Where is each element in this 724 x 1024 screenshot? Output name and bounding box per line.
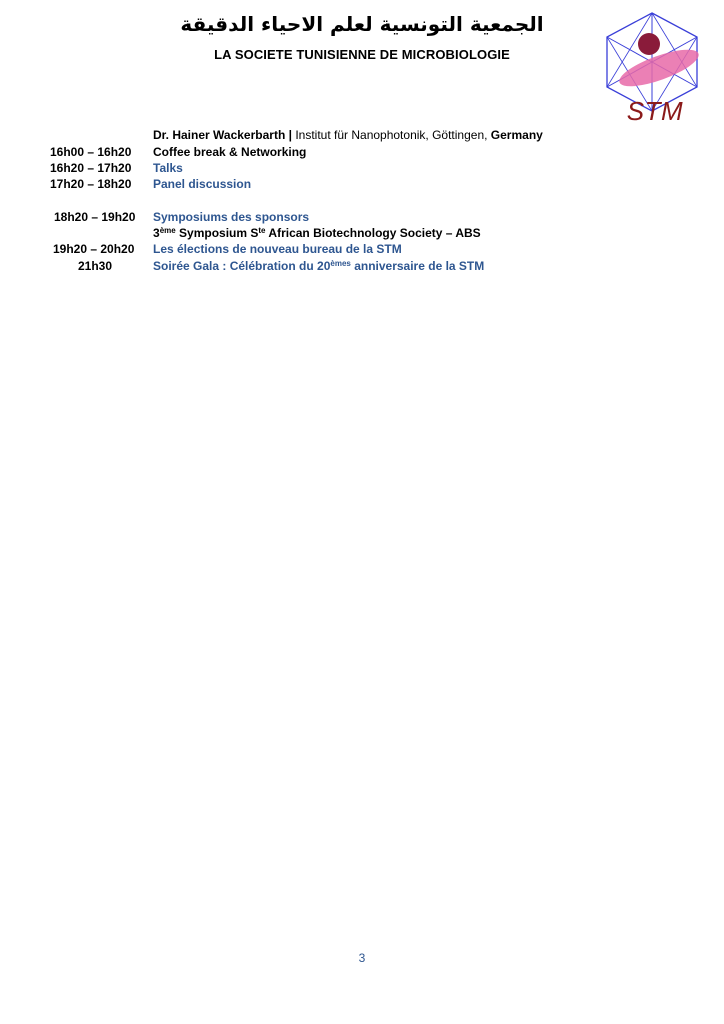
schedule-time: 16h00 – 16h20 bbox=[50, 145, 132, 159]
schedule-row bbox=[0, 241, 724, 257]
schedule-time: 21h30 bbox=[78, 259, 113, 273]
schedule-row bbox=[0, 176, 724, 192]
page-number: 3 bbox=[358, 951, 366, 965]
schedule-row bbox=[0, 144, 724, 160]
schedule-event: Soirée Gala : Célébration du 20èmes anniversaire de la STM bbox=[153, 259, 485, 273]
schedule-event: Les élections de nouveau bureau de la STM bbox=[153, 242, 402, 256]
speaker-country: Germany bbox=[490, 128, 543, 142]
speaker-detail bbox=[153, 127, 543, 143]
schedule-event: 3ème Symposium $S^{te}$ African Biotechnology Society – ABS bbox=[153, 226, 481, 240]
schedule-event: Coffee break & Networking bbox=[153, 145, 307, 159]
schedule-event: Talks bbox=[153, 161, 183, 175]
speaker-institute: Institut für Nanophotonik, Göttingen, bbox=[295, 128, 488, 142]
schedule-event: Symposiums des sponsors bbox=[153, 210, 310, 224]
schedule-event: Panel discussion bbox=[153, 177, 252, 191]
schedule-time: 19h20 – 20h20 bbox=[53, 242, 135, 256]
schedule-time: 18h20 – 19h20 bbox=[54, 210, 136, 224]
schedule-row bbox=[0, 160, 724, 176]
speaker-name: Dr. Hainer Wackerbarth bbox=[153, 128, 286, 142]
speaker-separator: | bbox=[288, 128, 292, 142]
header-french-title: LA SOCIETE TUNISIENNE DE MICROBIOLOGIE bbox=[214, 47, 510, 62]
schedule-time: 16h20 – 17h20 bbox=[50, 161, 132, 175]
header-arabic-title: الجمعية التونسية لعلم الاحياء الدقيقة bbox=[180, 12, 544, 36]
schedule-row bbox=[0, 209, 724, 225]
schedule-row bbox=[0, 225, 724, 241]
stm-logo-text: STM bbox=[626, 96, 684, 126]
speaker-line bbox=[0, 127, 724, 143]
schedule-row bbox=[0, 258, 724, 274]
schedule-time: 17h20 – 18h20 bbox=[50, 177, 132, 191]
